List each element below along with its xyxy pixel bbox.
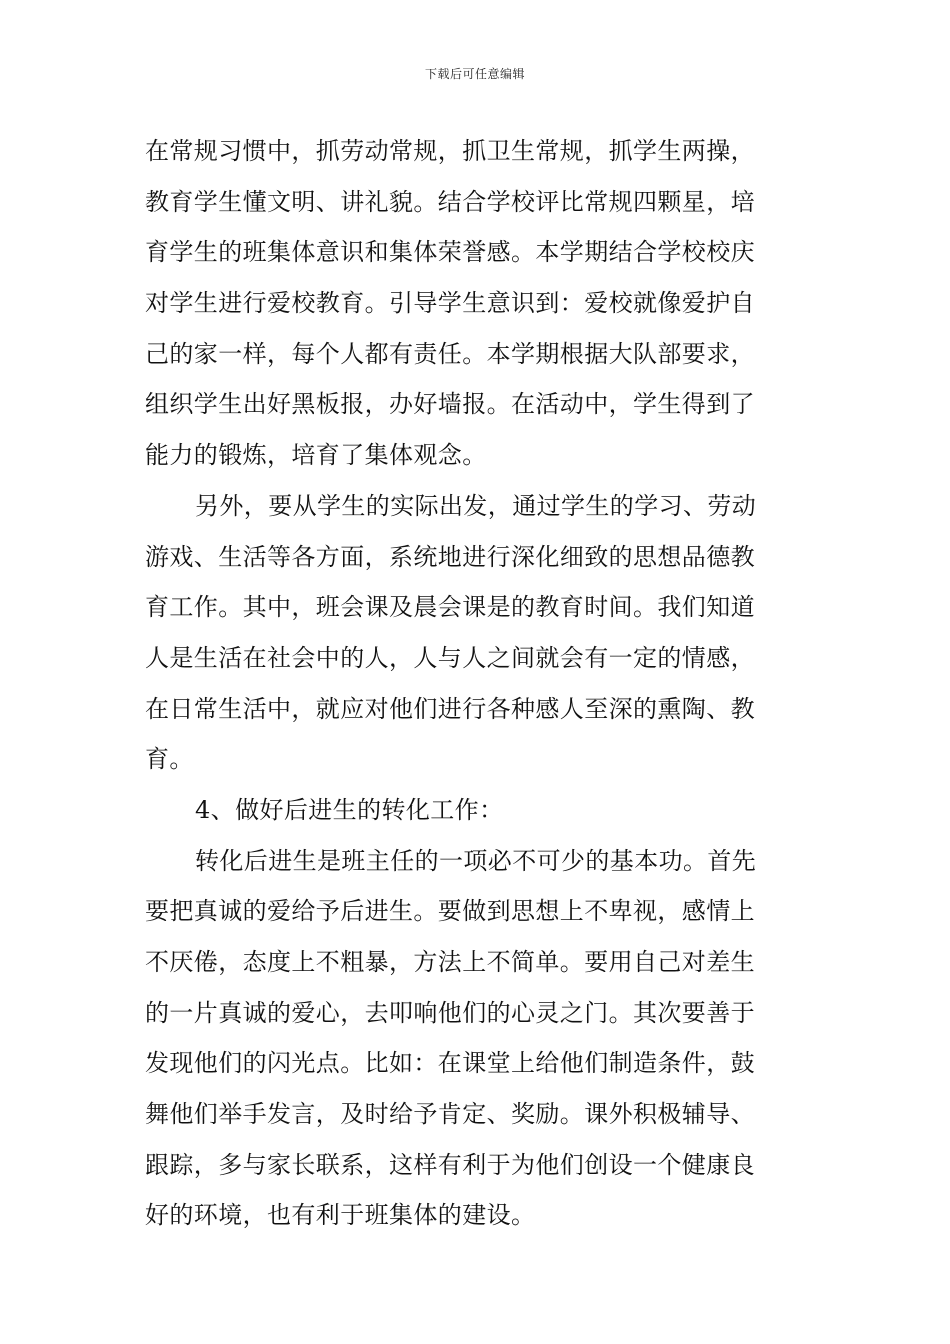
text-line: 教育学生懂文明、讲礼貌。结合学校评比常规四颗星，培: [145, 187, 755, 216]
body-text: [145, 126, 815, 1241]
text-line: 能力的锻炼，培育了集体观念。: [145, 441, 487, 470]
text-line: 育工作。其中，班会课及晨会课是的教育时间。我们知道: [145, 593, 755, 622]
paragraph-start-line: 另外，要从学生的实际出发，通过学生的学习、劳动: [195, 491, 757, 520]
text-line: 发现他们的闪光点。比如：在课堂上给他们制造条件，鼓: [145, 1049, 755, 1078]
text-line: 跟踪，多与家长联系，这样有利于为他们创设一个健康良: [145, 1150, 755, 1179]
text-line: 游戏、生活等各方面，系统地进行深化细致的思想品德教: [145, 542, 755, 571]
text-line: 在常规习惯中，抓劳动常规，抓卫生常规，抓学生两操，: [145, 137, 755, 165]
text-line: 组织学生出好黑板报，办好墙报。在活动中，学生得到了: [145, 390, 755, 419]
text-line: 不厌倦，态度上不粗暴，方法上不简单。要用自己对差生: [145, 948, 755, 976]
page-header: 下载后可任意编辑: [424, 67, 525, 81]
text-line: 要把真诚的爱给予后进生。要做到思想上不卑视，感情上: [145, 897, 755, 926]
text-line: 对学生进行爱校教育。引导学生意识到：爱校就像爱护自: [145, 289, 755, 318]
text-line: 己的家一样，每个人都有责任。本学期根据大队部要求，: [145, 339, 755, 368]
text-line: 的一片真诚的爱心，去叩响他们的心灵之门。其次要善于: [145, 998, 755, 1027]
text-line: 舞他们举手发言，及时给予肯定、奖励。课外积极辅导、: [145, 1100, 755, 1129]
section-heading: 4、做好后进生的转化工作：: [195, 795, 504, 824]
text-line: 育学生的班集体意识和集体荣誉感。本学期结合学校校庆: [145, 238, 755, 267]
text-line: 育。: [145, 745, 194, 774]
text-line: 人是生活在社会中的人，人与人之间就会有一定的情感，: [145, 643, 755, 672]
text-line: 在日常生活中，就应对他们进行各种感人至深的熏陶、教: [145, 694, 755, 723]
paragraph-start-line: 转化后进生是班主任的一项必不可少的基本功。首先: [195, 846, 757, 875]
text-line: 好的环境，也有利于班集体的建设。: [145, 1201, 536, 1230]
